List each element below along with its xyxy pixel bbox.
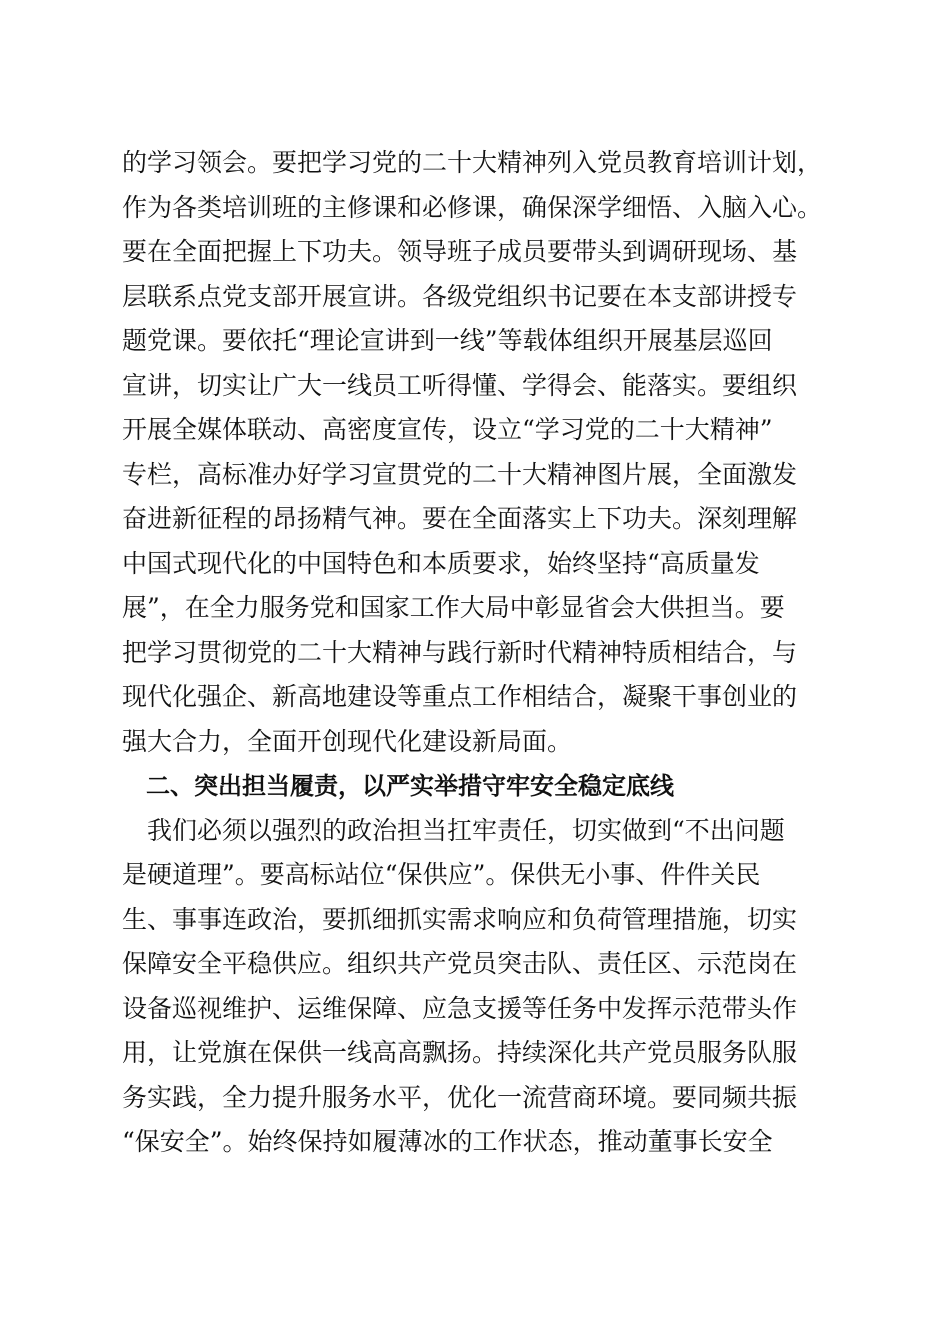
text-line: 展”，在全力服务党和国家工作大局中彰显省会大供担当。要 (122, 593, 785, 622)
text-line: 设备巡视维护、运维保障、应急支援等任务中发挥示范带头作 (122, 993, 798, 1023)
text-line: 层联系点党支部开展宣讲。各级党组织书记要在本支部讲授专 (122, 281, 798, 311)
text-line: 强大合力，全面开创现代化建设新局面。 (122, 726, 573, 756)
text-line: 生、事事连政治，要抓细抓实需求响应和负荷管理措施，切实 (122, 904, 798, 934)
text-line: 务实践，全力提升服务水平，优化一流营商环境。要同频共振 (122, 1082, 798, 1112)
text-line: 作为各类培训班的主修课和必修课，确保深学细悟、入脑入心。 (122, 192, 823, 222)
text-line: 现代化强企、新高地建设等重点工作相结合，凝聚干事创业的 (122, 682, 798, 711)
text-line: 题党课。要依托“理论宣讲到一线”等载体组织开展基层巡回 (122, 326, 773, 355)
text-line: 宣讲，切实让广大一线员工听得懂、学得会、能落实。要组织 (122, 370, 798, 400)
text-line: 我们必须以强烈的政治担当扛牢责任，切实做到“不出问题 (122, 815, 785, 845)
text-line: 的学习领会。要把学习党的二十大精神列入党员教育培训计划， (122, 148, 823, 177)
text-line: 开展全媒体联动、高密度宣传，设立“学习党的二十大精神” (122, 415, 773, 444)
body-text (122, 141, 832, 1165)
text-line: 要在全面把握上下功夫。领导班子成员要带头到调研现场、基 (122, 237, 798, 266)
text-line: 专栏，高标准办好学习宣贯党的二十大精神图片展，全面激发 (122, 459, 798, 489)
text-line: 是硬道理”。要高标站位“保供应”。保供无小事、件件关民 (122, 860, 761, 889)
text-line: “保安全”。始终保持如履薄冰的工作状态，推动董事长安全 (122, 1127, 773, 1156)
text-line: 用，让党旗在保供一线高高飘扬。持续深化共产党员服务队服 (122, 1038, 798, 1067)
section-heading: 二、突出担当履责，以严实举措守牢安全稳定底线 (122, 772, 674, 800)
text-line: 中国式现代化的中国特色和本质要求，始终坚持“高质量发 (122, 548, 760, 578)
text-line: 保障安全平稳供应。组织共产党员突击队、责任区、示范岗在 (122, 949, 798, 978)
text-line: 把学习贯彻党的二十大精神与践行新时代精神特质相结合，与 (122, 637, 798, 667)
text-line: 奋进新征程的昂扬精气神。要在全面落实上下功夫。深刻理解 (122, 504, 798, 533)
